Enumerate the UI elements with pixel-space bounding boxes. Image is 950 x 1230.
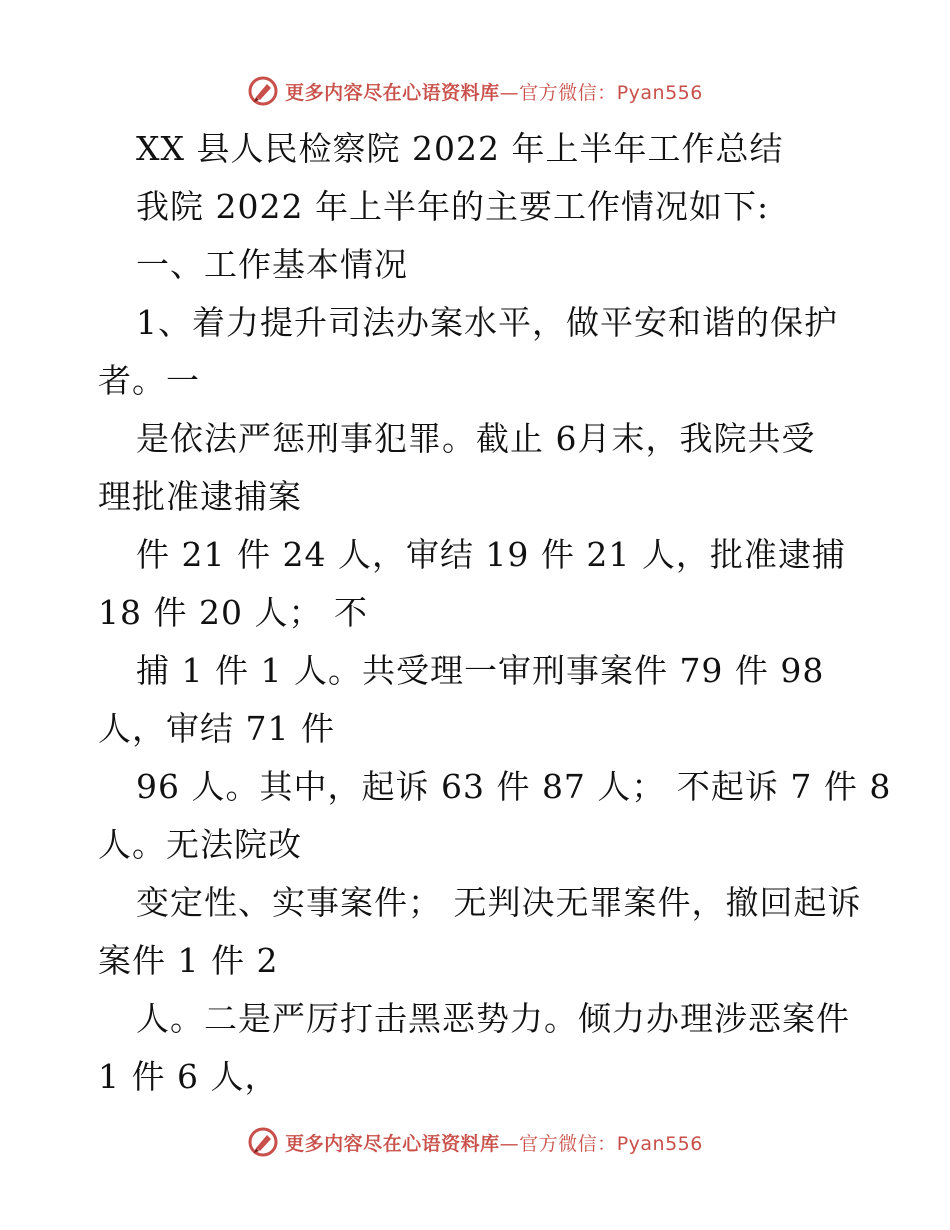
watermark-site-name: 更多内容尽在心语资料库 <box>285 1132 500 1155</box>
watermark-header <box>0 71 950 111</box>
document-body <box>98 120 892 1106</box>
text-line: 变定性、实事案件； 无判决无罪案件，撤回起诉 <box>136 883 862 922</box>
text-line: 1 件 6 人， <box>98 1057 279 1096</box>
pen-logo-icon <box>247 1126 279 1158</box>
text-line: 我院 2022 年上半年的主要工作情况如下: <box>136 187 770 226</box>
text-line: 一、工作基本情况 <box>136 245 408 284</box>
text-line: 人。无法院改 <box>98 825 302 864</box>
document-title: XX 县人民检察院 2022 年上半年工作总结 <box>136 129 784 168</box>
watermark-account: Pyan556 <box>616 1132 703 1155</box>
text-line: 捕 1 件 1 人。共受理一审刑事案件 79 件 98 <box>136 651 825 690</box>
text-line: 18 件 20 人； 不 <box>98 593 368 632</box>
text-line: 人，审结 71 件 <box>98 709 335 748</box>
text-line: 案件 1 件 2 <box>98 941 279 980</box>
text-line: 1、着力提升司法办案水平，做平安和谐的保护 <box>136 303 838 342</box>
text-line: 是依法严惩刑事犯罪。截止 6月末，我院共受 <box>136 419 816 458</box>
watermark-text <box>285 1129 703 1156</box>
watermark-dash: — <box>499 1132 520 1155</box>
watermark-footer <box>0 1122 950 1162</box>
watermark-official-label: 官方微信： <box>519 1132 617 1155</box>
watermark-account: Pyan556 <box>616 81 703 104</box>
watermark-text <box>285 78 703 105</box>
text-line: 理批准逮捕案 <box>98 477 302 516</box>
text-line: 96 人。其中，起诉 63 件 87 人； 不起诉 7 件 8 <box>136 767 892 806</box>
text-line: 人。二是严厉打击黑恶势力。倾力办理涉恶案件 <box>136 999 850 1038</box>
watermark-site-name: 更多内容尽在心语资料库 <box>285 81 500 104</box>
watermark-official-label: 官方微信： <box>519 81 617 104</box>
text-line: 者。一 <box>98 361 200 400</box>
pen-logo-icon <box>247 75 279 107</box>
text-line: 件 21 件 24 人，审结 19 件 21 人，批准逮捕 <box>136 535 846 574</box>
watermark-dash: — <box>499 81 520 104</box>
